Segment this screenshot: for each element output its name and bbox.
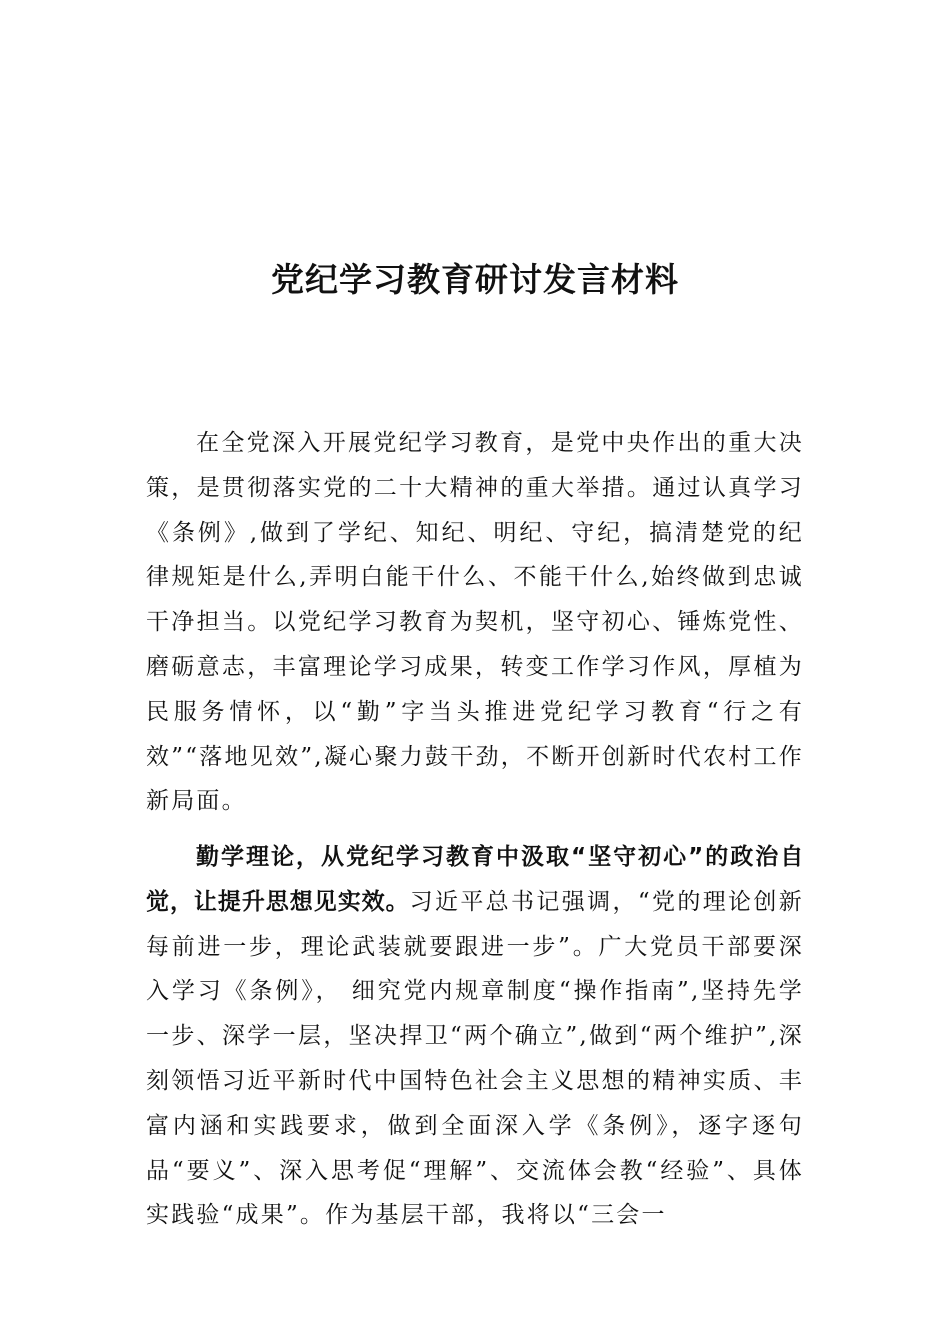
paragraph-study-theory bbox=[146, 835, 804, 1238]
paragraph-intro-text: 在全党深入开展党纪学习教育，是党中央作出的重大决策，是贯彻落实党的二十大精神的重大举措。通过认真学习《条例》,做到了学纪、知纪、明纪、守纪，搞清楚党的纪律规矩是什么,弄明白能干什么、不能干什么,始终做到忠诚干净担当。以党纪学习教育为契机，坚守初心、锤炼党性、磨砺意志，丰富理论学习成果，转变工作学习作风，厚植为民服务情怀，以“勤”字当头推进党纪学习教育“行之有效”“落地见效”,凝心聚力鼓干劲，不断开创新时代农村工作新局面。 bbox=[146, 430, 804, 815]
paragraph-lead-heading: 勤学理论，从党纪学习教育中汲取“坚守初心”的政治自觉，让提升思想见实效。 bbox=[146, 844, 804, 915]
paragraph-study-theory-text: 习近平总书记强调，“党的理论创新每前进一步，理论武装就要跟进一步”。广大党员干部要深入学习《条例》， 细究党内规章制度“操作指南”,坚持先学一步、深学一层，坚决捍卫“两个确立”,做到“两个维护”,深刻领悟习近平新时代中国特色社会主义思想的精神实质、丰富内涵和实践要求，做到全面深入学《条例》，逐字逐句品“要义”、深入思考促“理解”、交流体会教“经验”、具体实践验“成果”。作为基层干部，我将以“三会一 bbox=[146, 888, 804, 1229]
paragraph-intro bbox=[146, 421, 804, 824]
document-title: 党纪学习教育研讨发言材料 bbox=[271, 260, 679, 299]
